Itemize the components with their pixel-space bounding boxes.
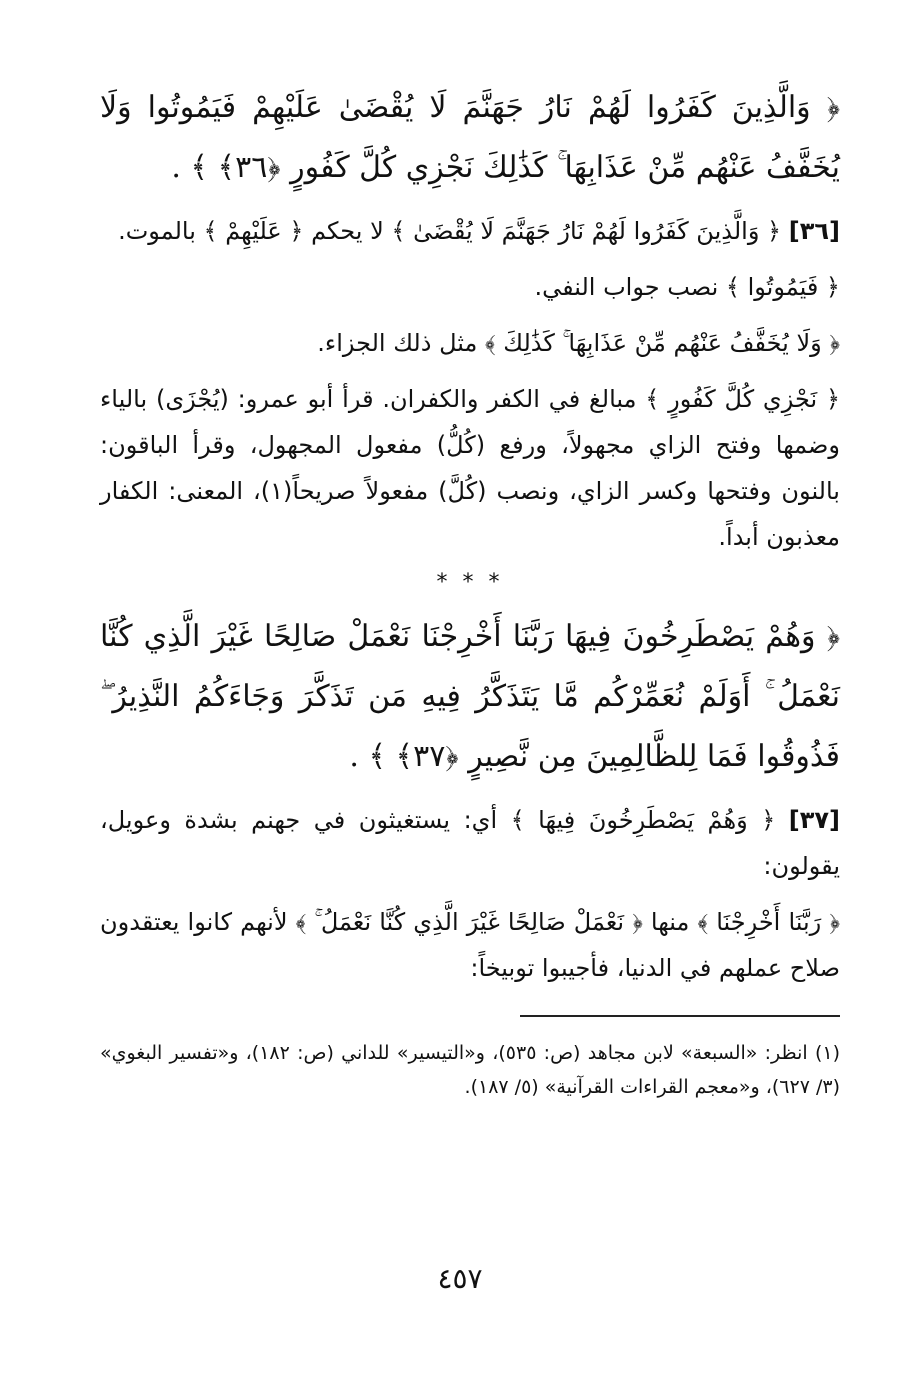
page-body (100, 78, 840, 1123)
verse-36: ﴿ وَالَّذِينَ كَفَرُوا لَهُمْ نَارُ جَهَنَّمَ لَا يُقْضَىٰ عَلَيْهِمْ فَيَمُوتُوا وَلَا يُخَفَّفُ عَنْهُم مِّنْ عَذَابِهَا ۚ كَذَٰلِكَ نَجْزِي كُلَّ كَفُورٍ ﴿٣٦﴾ ﴾ . (100, 90, 840, 185)
page-number: ٤٥٧ (437, 1262, 483, 1295)
verse-number: [٣٦] (788, 217, 840, 245)
commentary-37-2: ﴿ رَبَّنَا أَخْرِجْنَا ﴾ منها ﴿ نَعْمَلْ صَالِحًا غَيْرَ الَّذِي كُنَّا نَعْمَلُ ۚ ﴾ لأنهم كانوا يعتقدون صلاح عملهم في الدنيا، فأجيبوا توبيخاً: (100, 908, 840, 982)
verse-number: [٣٧] (788, 806, 840, 834)
footnote: (١) انظر: «السبعة» لابن مجاهد (ص: ٥٣٥)، و«التيسير» للداني (ص: ١٨٢)، و«تفسير البغوي» (٣/ ٦٢٧)، و«معجم القراءات القرآنية» (٥/ ١٨٧). (100, 1042, 841, 1098)
commentary-36-2: ﴿ فَيَمُوتُوا ﴾ نصب جواب النفي. (534, 273, 840, 301)
commentary-text: ﴿ وَهُمْ يَصْطَرِخُونَ فِيهَا ﴾ أي: يستغيثون في جهنم بشدة وعويل، يقولون: (100, 806, 840, 880)
verse-37: ﴿ وَهُمْ يَصْطَرِخُونَ فِيهَا رَبَّنَا أَخْرِجْنَا نَعْمَلْ صَالِحًا غَيْرَ الَّذِي كُنَّا نَعْمَلُ ۚ أَوَلَمْ نُعَمِّرْكُم مَّا يَتَذَكَّرُ فِيهِ مَن تَذَكَّرَ وَجَاءَكُمُ النَّذِيرُ ۖ فَذُوقُوا فَمَا لِلظَّالِمِينَ مِن نَّصِيرٍ ﴿٣٧﴾ ﴾ . (100, 619, 840, 774)
footnote-divider (520, 1015, 840, 1017)
commentary-36-3: ﴿ وَلَا يُخَفَّفُ عَنْهُم مِّنْ عَذَابِهَا ۚ كَذَٰلِكَ ﴾ مثل ذلك الجزاء. (317, 329, 840, 357)
commentary-37-1 (100, 797, 840, 889)
commentary-36-4: ﴿ نَجْزِي كُلَّ كَفُورٍ ﴾ مبالغ في الكفر والكفران. قرأ أبو عمرو: (يُجْزَى) بالياء وضمها وفتح الزاي مجهولاً، ورفع (كُلُّ) مفعول المجهول، وقرأ الباقون: بالنون وفتحها وكسر الزاي، ونصب (كُلَّ) مفعولاً صريحاً(١)، المعنى: الكفار معذبون أبداً. (100, 385, 840, 551)
commentary-36-1 (100, 208, 840, 254)
commentary-text: ﴿ وَالَّذِينَ كَفَرُوا لَهُمْ نَارُ جَهَنَّمَ لَا يُقْضَىٰ ﴾ لا يحكم ﴿ عَلَيْهِمْ ﴾ بالموت. (118, 217, 782, 245)
section-separator-stars: * * * (436, 570, 504, 595)
